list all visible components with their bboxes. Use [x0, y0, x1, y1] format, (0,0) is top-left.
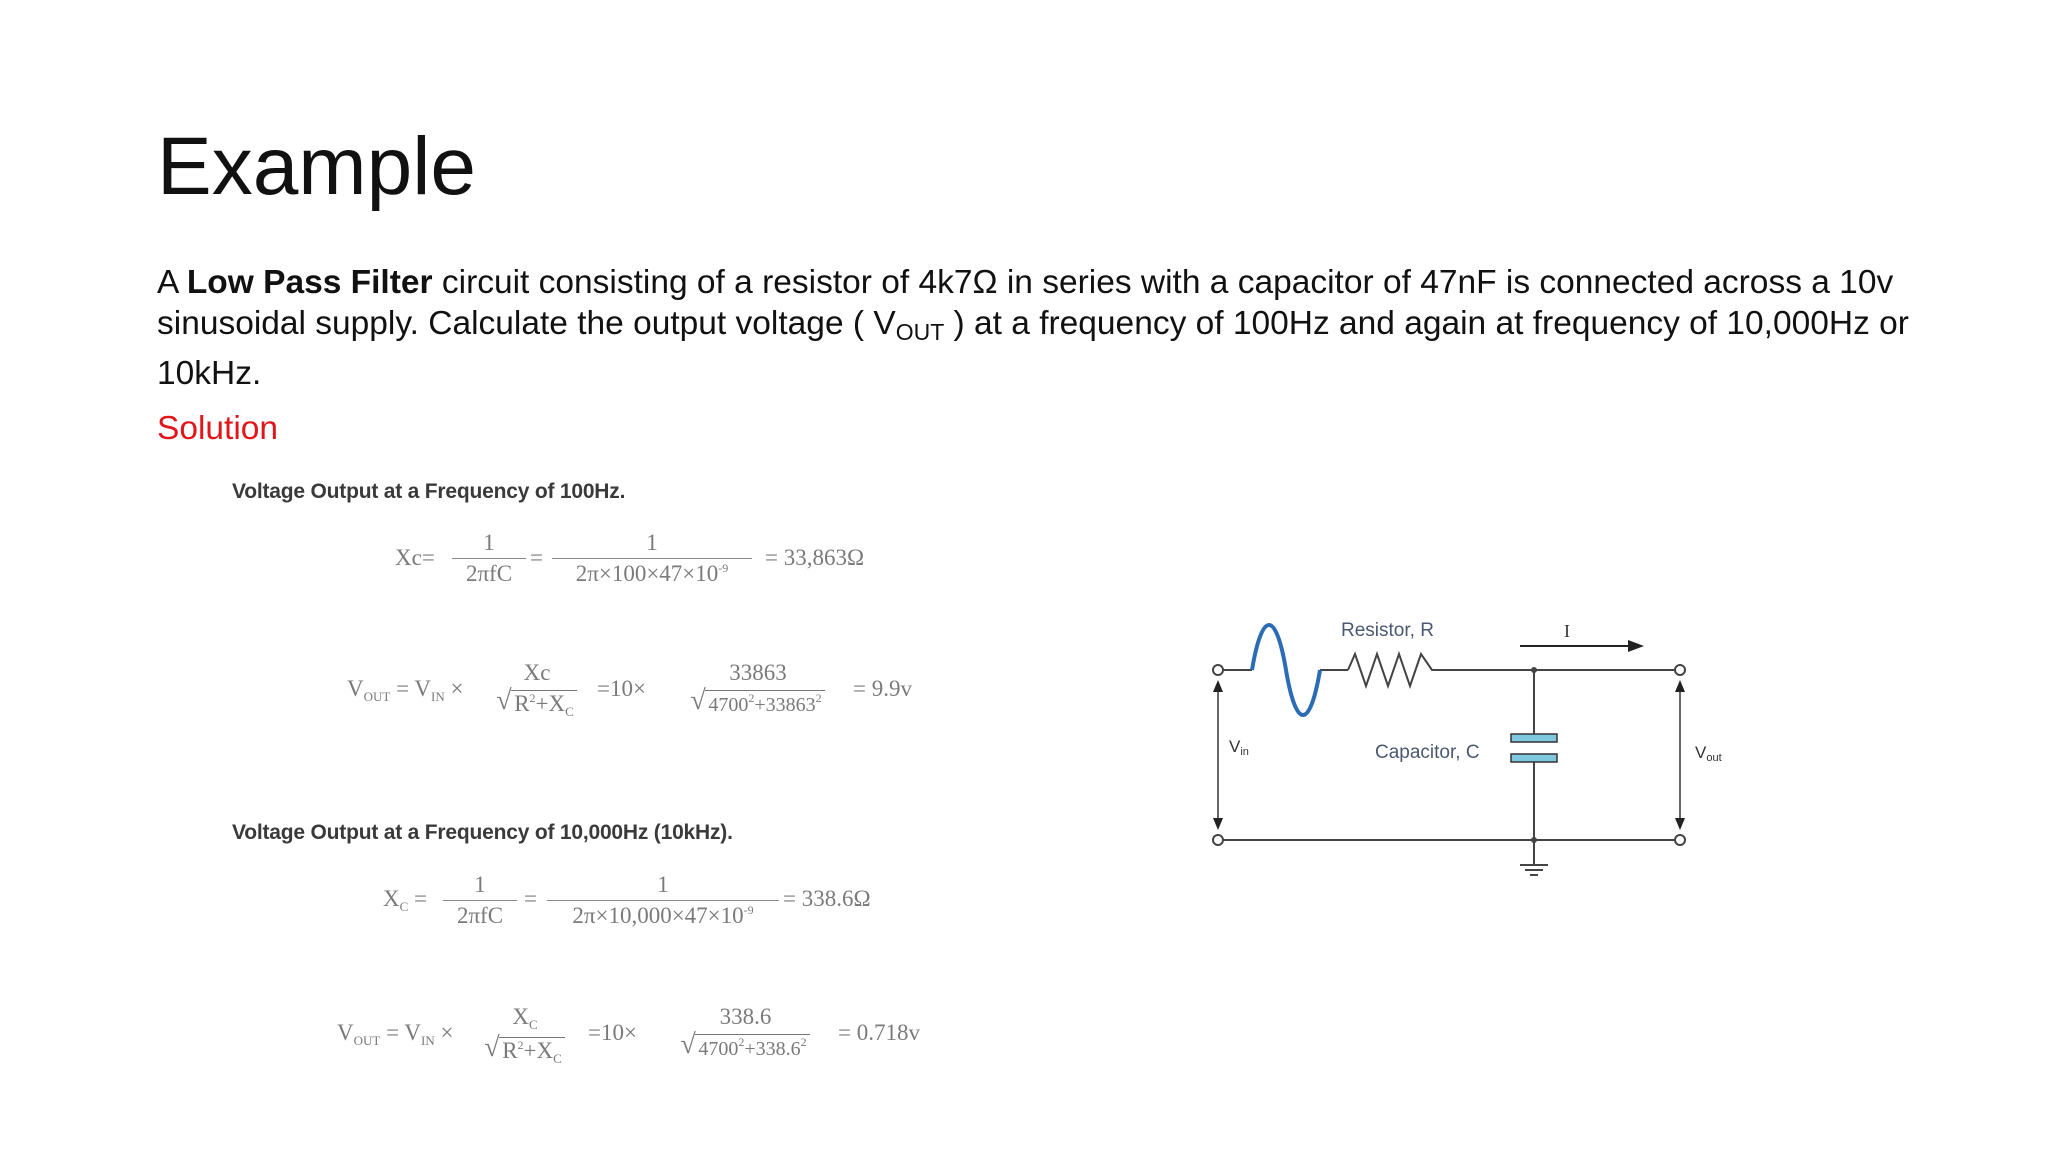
section2-v-f1-sub: C [553, 1051, 562, 1066]
section2-xc-fraction2 [547, 872, 779, 929]
terminal-out-top [1675, 665, 1685, 675]
vout-arrow-down-icon [1675, 818, 1685, 830]
section1-vout-result: = 9.9v [853, 676, 912, 701]
vin-arrow-down-icon [1213, 818, 1223, 830]
section1-xc-fraction2 [552, 530, 752, 587]
section1-vout-fraction1 [482, 660, 592, 720]
section1-xc-f2-den [552, 558, 752, 587]
section1-xc-fraction1 [452, 530, 526, 587]
section2-xc-f2-den [547, 900, 779, 929]
sine-wave-icon [1252, 625, 1320, 715]
section1-heading: Voltage Output at a Frequency of 100Hz. [232, 480, 626, 503]
section2-xc-eq: = [408, 886, 428, 911]
section2-v-f1-x: +X [523, 1038, 554, 1063]
vin-arrow-up-icon [1213, 680, 1223, 692]
problem-part2: ) at a frequency of 100Hz and again at frequency of 10,000Hz or 10kHz. [157, 305, 1909, 392]
terminal-in-bottom [1213, 835, 1223, 845]
slide-title: Example [157, 121, 477, 212]
section1-vout-mid: =10× [597, 676, 646, 701]
section1-xc-result: = 33,863Ω [765, 545, 865, 570]
section2-vout-sub: OUT [353, 1033, 381, 1048]
section2-xc-f2-den-text: 2π×10,000×47×10 [572, 903, 744, 928]
section2-vout-fraction2 [658, 1004, 833, 1061]
section1-exponent: -9 [718, 561, 729, 575]
section2-exponent: -9 [743, 903, 754, 917]
section2-xc-x: X [383, 886, 400, 911]
section1-xc-f2-den-text: 2π×100×47×10 [575, 561, 719, 586]
section1-v-f2-a: 4700 [708, 694, 749, 716]
problem-vout-subscript: OUT [895, 319, 945, 345]
ground-icon [1520, 865, 1548, 875]
section2-v-f1-r: R [502, 1038, 518, 1063]
vout-arrow-up-icon [1675, 680, 1685, 692]
section2-v-f2-a: 4700 [698, 1038, 739, 1060]
section2-v-f2-b: +338.6 [744, 1038, 801, 1060]
section1-v-f1-x: +X [535, 691, 566, 716]
junction-top [1531, 667, 1537, 673]
section1-v-f2-b: +33863 [754, 694, 816, 716]
section1-v-f2-den: √ $4700^2+33863^2$ [668, 688, 848, 717]
section2-vout-mid: =10× [588, 1020, 637, 1045]
section2-vin-v: = V [380, 1020, 422, 1045]
section1-xc-f2-num: 1 [646, 530, 658, 555]
section2-vout-lhs [337, 1020, 453, 1049]
section1-v-f1-den: √ $R^2+X_C$ [482, 688, 592, 720]
vin-label: Vin [1229, 737, 1249, 758]
section2-vin-sub: IN [421, 1033, 435, 1048]
section2-xc-fraction1 [443, 872, 517, 929]
problem-statement [157, 262, 1947, 394]
section2-vout-fraction1 [470, 1004, 580, 1067]
section1-v-f1-r: R [514, 691, 530, 716]
section2-xc-f1-num: 1 [474, 872, 486, 897]
resistor-icon [1348, 654, 1436, 686]
section1-times: × [444, 676, 464, 701]
section2-v-f2-den: √ $4700^2+338.6^2$ [658, 1032, 833, 1061]
section1-xc-equals: = [530, 545, 543, 570]
rc-circuit-diagram [1200, 600, 1760, 890]
resistor-label: Resistor, R [1341, 620, 1434, 641]
section2-v-f1-num [470, 1004, 580, 1035]
terminal-in-top [1213, 665, 1223, 675]
section2-xc-result: = 338.6Ω [783, 886, 871, 911]
section1-xc-label: Xc= [395, 545, 435, 570]
current-label: I [1564, 621, 1570, 641]
section1-vout-sub: OUT [363, 689, 391, 704]
section2-xc-sub: C [399, 899, 409, 914]
circuit-wires [1218, 670, 1680, 865]
problem-prefix: A [157, 264, 187, 301]
capacitor-label: Capacitor, C [1375, 742, 1480, 763]
solution-label: Solution [157, 410, 279, 447]
section2-xc-equals: = [524, 886, 537, 911]
section2-vout-v: V [337, 1020, 354, 1045]
section2-v-f1-den: √ $R^2+X_C$ [470, 1035, 580, 1067]
section1-xc-f1-den: 2πfC [452, 558, 526, 587]
section2-xc-f2-num: 1 [657, 872, 669, 897]
section2-v-f2-num: 338.6 [719, 1004, 772, 1029]
section1-vin-sub: IN [431, 689, 445, 704]
section1-vout-v: V [347, 676, 364, 701]
junction-bottom [1531, 837, 1537, 843]
current-arrow-head-icon [1628, 640, 1644, 652]
terminal-out-bottom [1675, 835, 1685, 845]
problem-bold-term: Low Pass Filter [186, 264, 433, 301]
section2-v-f1-num-sub: C [528, 1017, 538, 1032]
section1-vout-fraction2 [668, 660, 848, 717]
problem-part1: circuit consisting of a resistor of 4k7Ω in series with a capacitor of 47nF is connected across a 10v sinusoidal supply. Calculate the output voltage ( V [157, 264, 1894, 342]
section1-v-f1-num: Xc [523, 660, 551, 685]
section1-vin-v: = V [390, 676, 432, 701]
capacitor-plate-bottom [1511, 754, 1557, 762]
section2-xc-f1-den: 2πfC [443, 900, 517, 929]
section2-v-f1-num-x: X [512, 1004, 529, 1029]
section2-heading: Voltage Output at a Frequency of 10,000Hz (10kHz). [232, 821, 733, 844]
capacitor-plate-top [1511, 734, 1557, 742]
section1-v-f2-num: 33863 [729, 660, 787, 685]
section1-xc-f1-num: 1 [483, 530, 495, 555]
section2-vout-result: = 0.718v [838, 1020, 920, 1045]
section2-times: × [434, 1020, 454, 1045]
section2-xc-label [383, 886, 427, 915]
section1-vout-lhs [347, 676, 463, 705]
section1-v-f1-sub: C [565, 704, 574, 719]
vout-label: Vout [1695, 743, 1722, 764]
